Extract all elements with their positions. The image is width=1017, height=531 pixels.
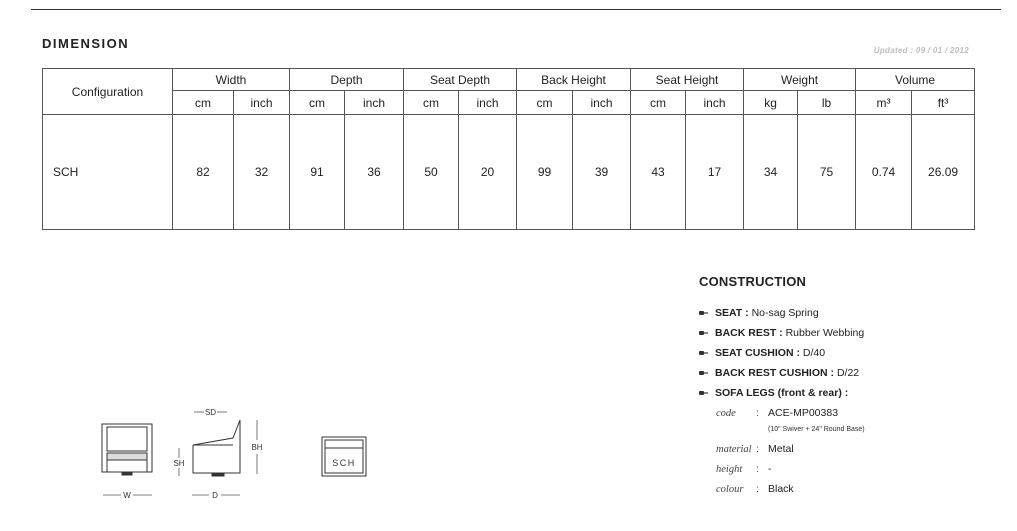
unit-header: ft³ bbox=[912, 91, 975, 115]
unit-header: cm bbox=[517, 91, 573, 115]
legs-code-value: ACE-MP00383 bbox=[768, 407, 839, 419]
legs-height-value: - bbox=[768, 463, 772, 475]
dimension-table bbox=[42, 68, 975, 230]
seat-height-label: SH bbox=[173, 459, 185, 468]
construction-item-value: Rubber Webbing bbox=[785, 327, 865, 339]
legs-code-note: (10" Swiver + 24" Round Base) bbox=[768, 426, 865, 433]
construction-item-value: No-sag Spring bbox=[751, 307, 819, 319]
legs-height-key: height bbox=[716, 463, 743, 475]
cell-volume-ft3: 26.09 bbox=[912, 115, 975, 230]
group-header-width: Width bbox=[173, 69, 290, 91]
unit-header: inch bbox=[686, 91, 744, 115]
legs-material-key: material bbox=[716, 443, 752, 455]
construction-item-value: (front & rear) : bbox=[777, 387, 849, 399]
top-rule bbox=[31, 9, 1001, 10]
construction-item-seat-cushion bbox=[699, 343, 999, 363]
cell-back-height-cm: 99 bbox=[517, 115, 573, 230]
unit-header: inch bbox=[345, 91, 404, 115]
colon: : bbox=[756, 407, 759, 419]
colon: : bbox=[756, 483, 759, 495]
construction-item-value: D/40 bbox=[802, 347, 826, 359]
colon: : bbox=[756, 463, 759, 475]
plan-view-drawing bbox=[322, 437, 366, 476]
row-config: SCH bbox=[43, 115, 173, 230]
construction-item-sofa-legs bbox=[699, 383, 999, 403]
cell-width-inch: 32 bbox=[234, 115, 290, 230]
back-height-label: BH bbox=[251, 443, 263, 452]
legs-code-row bbox=[699, 403, 999, 423]
side-view-drawing bbox=[193, 420, 240, 476]
colon: : bbox=[756, 443, 759, 455]
cell-seat-depth-inch: 20 bbox=[459, 115, 517, 230]
legs-colour-value: Black bbox=[768, 483, 794, 495]
plan-view-label: SCH bbox=[332, 458, 356, 468]
construction-item-label: BACK REST CUSHION : bbox=[715, 367, 835, 379]
unit-header: inch bbox=[573, 91, 631, 115]
bullet-icon bbox=[699, 330, 709, 336]
cell-width-cm: 82 bbox=[173, 115, 234, 230]
unit-header: cm bbox=[404, 91, 459, 115]
construction-section bbox=[699, 274, 999, 499]
unit-header: inch bbox=[459, 91, 517, 115]
table-unit-row bbox=[43, 91, 975, 115]
updated-date: Updated : 09 / 01 / 2012 bbox=[873, 46, 969, 55]
group-header-seat-depth: Seat Depth bbox=[404, 69, 517, 91]
seat-depth-label: SD bbox=[204, 408, 217, 417]
cell-seat-height-inch: 17 bbox=[686, 115, 744, 230]
construction-item-label: BACK REST : bbox=[715, 327, 783, 339]
bullet-icon bbox=[699, 350, 709, 356]
group-header-depth: Depth bbox=[290, 69, 404, 91]
width-label: W bbox=[123, 491, 131, 500]
bullet-icon bbox=[699, 310, 709, 316]
bullet-icon bbox=[699, 370, 709, 376]
front-view-drawing bbox=[102, 424, 152, 475]
legs-height-row bbox=[699, 459, 999, 479]
sofa-technical-drawings bbox=[95, 400, 385, 510]
cell-seat-depth-cm: 50 bbox=[404, 115, 459, 230]
construction-item-label: SEAT CUSHION : bbox=[715, 347, 800, 359]
cell-depth-inch: 36 bbox=[345, 115, 404, 230]
construction-item-seat bbox=[699, 303, 999, 323]
unit-header: cm bbox=[290, 91, 345, 115]
legs-material-row bbox=[699, 439, 999, 459]
construction-item-back-rest-cushion bbox=[699, 363, 999, 383]
construction-title: CONSTRUCTION bbox=[699, 274, 807, 289]
dimension-title: DIMENSION bbox=[42, 36, 130, 51]
unit-header: lb bbox=[798, 91, 856, 115]
group-header-back-height: Back Height bbox=[517, 69, 631, 91]
cell-weight-lb: 75 bbox=[798, 115, 856, 230]
unit-header: kg bbox=[744, 91, 798, 115]
table-row bbox=[43, 115, 975, 230]
construction-item-label: SEAT : bbox=[715, 307, 749, 319]
cell-seat-height-cm: 43 bbox=[631, 115, 686, 230]
cell-depth-cm: 91 bbox=[290, 115, 345, 230]
legs-material-value: Metal bbox=[768, 443, 794, 455]
unit-header: cm bbox=[173, 91, 234, 115]
bullet-icon bbox=[699, 390, 709, 396]
cell-weight-kg: 34 bbox=[744, 115, 798, 230]
table-header-row bbox=[43, 69, 975, 91]
cell-back-height-inch: 39 bbox=[573, 115, 631, 230]
construction-item-value: D/22 bbox=[836, 367, 860, 379]
group-header-volume: Volume bbox=[856, 69, 975, 91]
group-header-seat-height: Seat Height bbox=[631, 69, 744, 91]
unit-header: cm bbox=[631, 91, 686, 115]
config-header: Configuration bbox=[43, 69, 173, 115]
depth-label: D bbox=[212, 491, 218, 500]
group-header-weight: Weight bbox=[744, 69, 856, 91]
legs-code-key: code bbox=[716, 407, 736, 419]
legs-colour-row bbox=[699, 479, 999, 499]
unit-header: inch bbox=[234, 91, 290, 115]
legs-colour-key: colour bbox=[716, 483, 744, 495]
cell-volume-m3: 0.74 bbox=[856, 115, 912, 230]
construction-item-back-rest bbox=[699, 323, 999, 343]
construction-item-label: SOFA LEGS bbox=[715, 387, 775, 399]
unit-header: m³ bbox=[856, 91, 912, 115]
